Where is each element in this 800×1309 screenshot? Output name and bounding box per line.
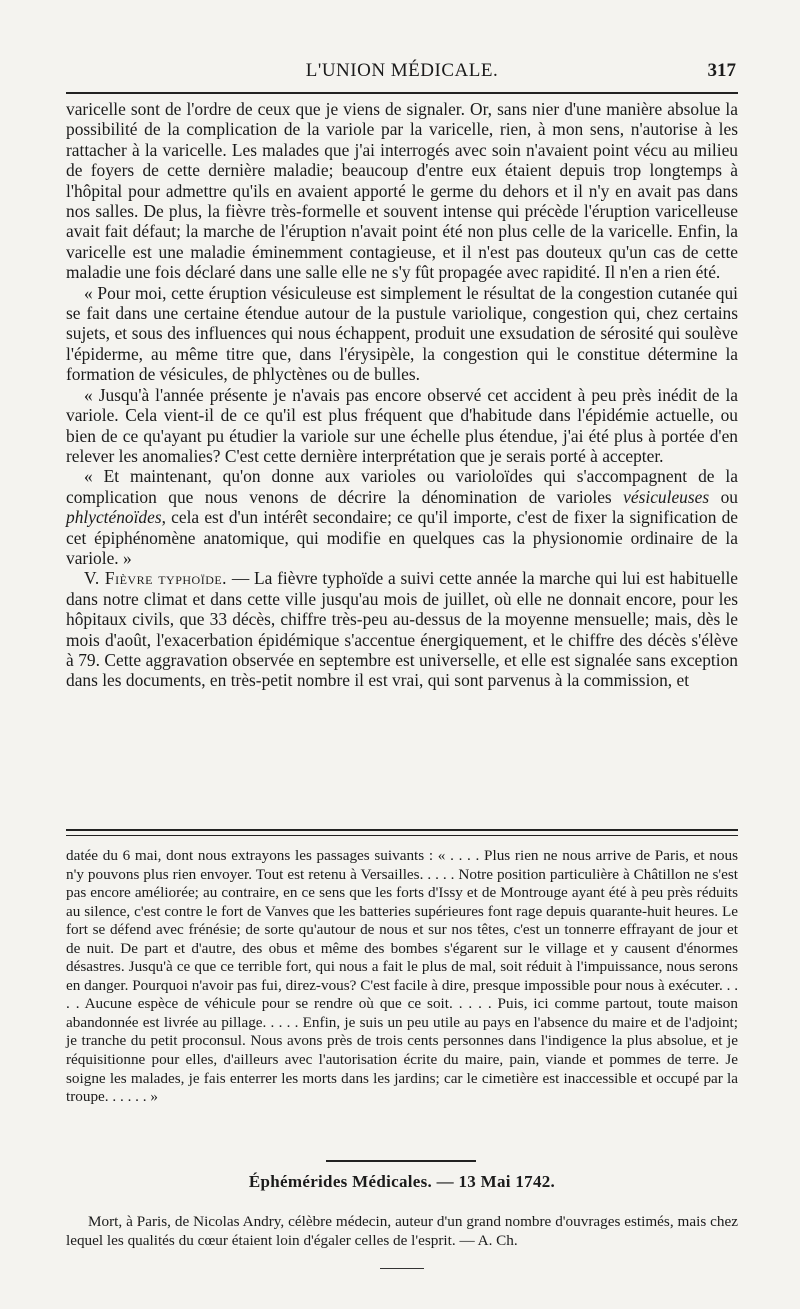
paragraph-fievre-typhoide [66, 568, 738, 690]
letter-text: datée du 6 mai, dont nous extrayons les passages suivants : « . . . . Plus rien ne nous arrive de Paris, et nous n'y pouvons plus rien envoyer. Tout est retenu à Versailles. . . . . Notre position particulière à Châtillon ne s'est pas encore améliorée; au contraire, en ce sens que les forts d'Issy et de Montrouge ayant été à peu près réduits au silence, c'est contre le fort de Vanves que les batteries supérieures font rage depuis quarante-huit heures. Le fort se défend avec frénésie; de sorte qu'autour de nous et sur nos têtes, c'est un tonnerre effrayant de jour et de nuit. De part et d'autre, des obus et même des bombes s'égarent sur le village et y causent d'énormes désastres. Jusqu'à ce que ce terrible fort, qui nous a fait le plus de mal, soit réduit à l'impuissance, nous serons en danger. Pourquoi n'avoir pas fui, direz-vous? C'est facile à dire, presque impossible pour nous à exécuter. . . . . Aucune espèce de véhicule pour se rendre où que ce soit. . . . . Puis, ici comme partout, toute maison abandonnée est livrée au pillage. . . . . Enfin, je suis un peu utile au pays en l'absence du maire et de l'adjoint; je tranche du petit proconsul. Nous avons près de trois cents personnes dans l'indigence la plus absolue, et je réquisitionne pour elles, d'ailleurs avec l'autorisation écrite du maire, pain, viande et pommes de terre. Je soigne les malades, je fais enterrer les morts dans les jardins; car le cimetière est inaccessible et occupé par la troupe. . . . . . » [66, 847, 738, 1106]
ephemerides-title: Éphémérides Médicales. — 13 Mai 1742. [248, 1172, 556, 1191]
paragraph-eruption: « Pour moi, cette éruption vésiculeuse est simplement le résultat de la congestion cutanée qui se fait dans une certaine étendue autour de la pustule variolique, congestion qui, chez certains sujets, et sous des influences qui nous échappent, produit une exsudation de sérosité qui soulève l'épiderme, au même titre que, dans l'érysipèle, la congestion qui le constitue détermine la formation de vésicules, de phlyctènes ou de bulles. [66, 282, 738, 385]
text-run: — La fièvre typhoïde a suivi cette année la marche qui lui est habituelle dans notre climat et dans cette ville jusqu'au mois de juillet, où elle ne donnait encore, pour les hôpitaux civils, que 33 décès, chiffre très-peu au-dessus de la moyenne mensuelle; mais, dès le mois d'août, l'exacerbation épidémique s'accentue énergiquement, et le chiffre des décès s'élève à 79. Cette aggravation observée en septembre est universelle, et elle est signalée sans exception dans les documents, en très-petit nombre il est vrai, qui sont parvenus à la commission, et [66, 568, 738, 691]
journal-title: L'UNION MÉDICALE. [305, 60, 499, 81]
header-rule [66, 92, 738, 94]
section-rule [326, 1160, 476, 1162]
ephemerides-text: Mort, à Paris, de Nicolas Andry, célèbre médecin, auteur d'un grand nombre d'ouvrages estimés, mais chez lequel les qualités du cœur étaient loin d'égaler celles de l'esprit. — A. Ch. [66, 1213, 738, 1249]
section-heading: V. Fièvre typhoïde. [84, 568, 228, 589]
main-article [66, 99, 738, 691]
paragraph-varicelle: varicelle sont de l'ordre de ceux que je viens de signaler. Or, sans nier d'une manière absolue la possibilité de la complication de la variole par la varicelle, rien, à mon sens, n'autorise à les rattacher à la varicelle. Les malades que j'ai interrogés avec soin n'avaient point vécu au milieu de foyers de cette dernière maladie; beaucoup d'entre eux étaient depuis trop longtemps à l'hôpital pour admettre qu'ils en avaient apporté le germe du dehors et il n'y en avait pas dans nos salles. De plus, la fièvre très-formelle et souvent intense qui précède l'éruption varicelleuse avait fait défaut; la marche de l'éruption n'avait point été non plus celle de la varicelle. Enfin, la varicelle est une maladie éminemment contagieuse, et il n'est pas douteux qu'un cas de cette maladie une fois déclaré dans une salle elle ne s'y fût propagée avec rapidité. Il n'en a rien été. [66, 99, 738, 283]
page-number: 317 [707, 60, 736, 81]
italic-term: vésiculeuses [623, 486, 710, 507]
ephemerides-entry [66, 1212, 738, 1250]
paragraph-annee: « Jusqu'à l'année présente je n'avais pas encore observé cet accident à peu près inédit de la variole. Cela vient-il de ce qu'il est plus fréquent que d'habitude dans l'épidémie actuelle, ou bien de ce qu'ayant pu étudier la variole sur une échelle plus étendue, j'ai été plus à portée d'en relever les anomalies? C'est cette dernière interprétation que je serais porté à accepter. [66, 384, 738, 466]
running-header [66, 58, 738, 88]
end-rule [380, 1268, 424, 1269]
text-run: « Et maintenant, qu'on donne aux varioles ou varioloïdes qui s'accompagnent de la complication que nous venons de décrire la dénomination de varioles [66, 466, 738, 507]
italic-term: phlycténoïdes [66, 507, 162, 528]
text-run: ou [709, 486, 738, 507]
letter-excerpt [66, 847, 738, 1107]
paragraph-denomination [66, 466, 738, 568]
footnote-separator [66, 829, 738, 836]
text-run: , cela est d'un intérêt secondaire; ce qu'il importe, c'est de fixer la signification de cet épiphénomène anatomique, qui modifie en quelques cas la physionomie ordinaire de la variole. » [66, 507, 738, 568]
